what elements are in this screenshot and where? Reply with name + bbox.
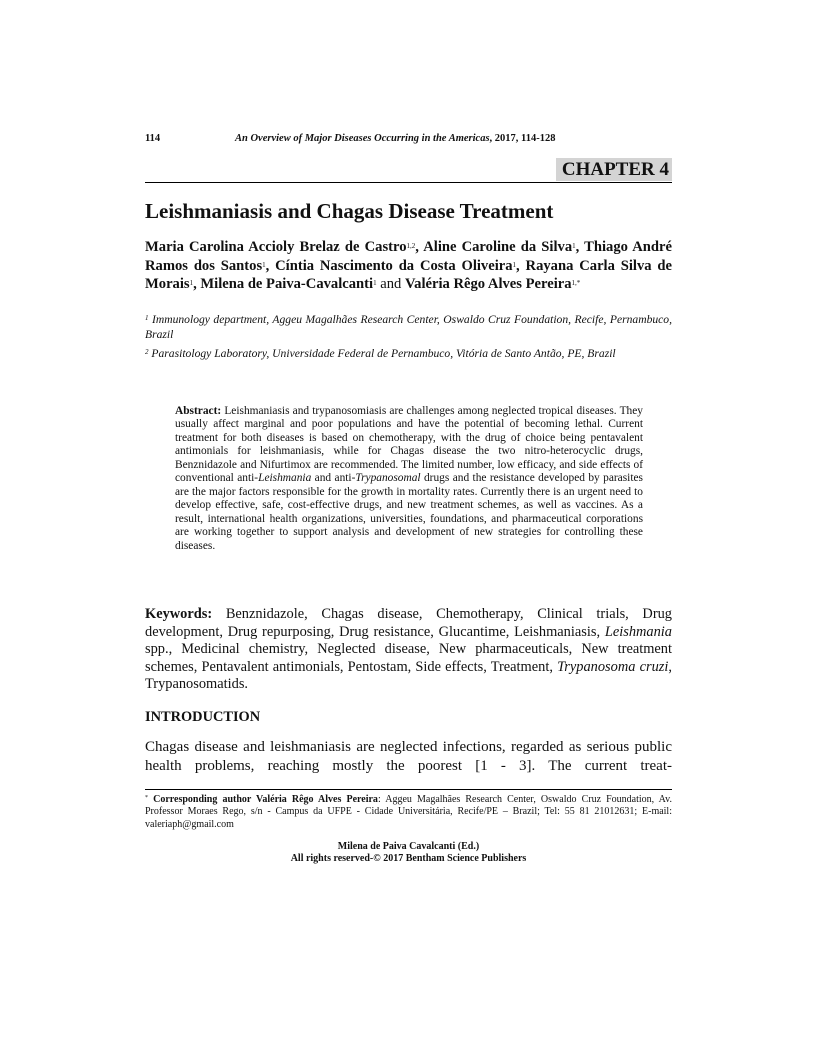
author-affiliation-mark: 1 (373, 279, 377, 287)
author-separator: , (265, 257, 276, 274)
author-separator: , (516, 257, 526, 274)
footnote-mark: * (145, 795, 148, 801)
abstract-label: Abstract: (175, 405, 222, 417)
author-separator: , (193, 276, 201, 292)
journal-title: An Overview of Major Diseases Occurring in the Americas, 2017, 114-128 (235, 133, 556, 144)
author-affiliation-mark: 1 (262, 260, 266, 269)
editor-line: Milena de Paiva Cavalcanti (Ed.) (337, 841, 480, 852)
keywords: Keywords: Benznidazole, Chagas disease, Chemotherapy, Clinical trials, Drug development, Drug repurposing, Drug resistance, Glucantime, Leishmaniasis, Leishmania spp., Medicinal chemistry, Neglected disease, New pharmaceuticals, New treatment schemes, Pentavalent antimonials, Pentostam, Side effects, Treatment, Trypanosoma cruzi, Trypanosomatids. (145, 606, 672, 693)
keywords-label: Keywords: (145, 606, 213, 622)
author-name: Rayana Carla Silva de Morais (145, 257, 673, 292)
corresponding-author-footnote (145, 794, 672, 831)
page-number: 114 (145, 133, 161, 144)
author-separator: , (575, 239, 585, 255)
footnote-rule (145, 789, 672, 790)
rights-line: All rights reserved-© 2017 Bentham Science Publishers (290, 853, 527, 865)
author-name: Cíntia Nascimento da Costa Oliveira (275, 257, 513, 274)
author-name: Maria Carolina Accioly Brelaz de Castro (145, 239, 407, 255)
author-affiliation-mark: 1 (572, 242, 576, 250)
affiliation (145, 313, 672, 342)
chapter-title: Leishmaniasis and Chagas Disease Treatment (145, 199, 554, 223)
author-separator: and (376, 276, 405, 292)
footnote-text: : Aggeu Magalhães Research Center, Oswaldo Cruz Foundation, Av. Professor Moraes Rego, s/n - Campus da UFPE - Cidade Universitária, Recife/PE – Brazil; Tel: 55 81 21012631; E-mail: valeriaph@gmail.com (145, 794, 672, 830)
author-name: Valéria Rêgo Alves Pereira (404, 276, 572, 292)
abstract: Abstract: Leishmaniasis and trypanosomiasis are challenges among neglected tropical diseases. They usually affect marginal and poor populations and have the potential of becoming lethal. Current treatment for both diseases is based on chemotherapy, with the drug of choice being pentavalent antimonials for leishmaniasis, while for Chagas disease the two nitro-heterocyclic drugs, Benznidazole and Nifurtimox are recommended. The limited number, low efficacy, and side effects of conventional anti-Leishmania and anti-Trypanosomal drugs and the resistance developed by parasites are the major factors responsible for the growth in mortality rates. Currently there is an urgent need to develop effective, safe, cost-effective drugs, and new treatment schemes, as well as vaccines. As a result, international health organizations, universities, foundations, and pharmaceutical corporations are working together to support analysis and development of new strategies for controlling these diseases. (175, 405, 643, 552)
author-affiliation-mark: 1 (512, 260, 517, 269)
publisher-block (145, 841, 672, 866)
footnote-label: Corresponding author Valéria Rêgo Alves Pereira (153, 794, 378, 805)
affiliation (145, 347, 672, 362)
author-name: Aline Caroline da Silva (423, 239, 573, 255)
author-name: Milena de Paiva-Cavalcanti (200, 276, 374, 292)
section-heading: INTRODUCTION (145, 709, 261, 725)
author-affiliation-mark: 1,2 (406, 242, 416, 250)
author-affiliation-mark: 1,* (571, 279, 581, 287)
affiliation-text: Parasitology Laboratory, Universidade Federal de Pernambuco, Vitória de Santo Antão, PE, Brazil (151, 347, 616, 360)
chapter-label: CHAPTER 4 (556, 158, 672, 181)
introduction-text: Chagas disease and leishmaniasis are neglected infections, regarded as serious public health problems, reaching mostly the poorest [1 - 3]. The current treat- (145, 739, 672, 774)
affiliation-text: Immunology department, Aggeu Magalhães Research Center, Oswaldo Cruz Foundation, Recife, Pernambuco, Brazil (145, 313, 672, 341)
author-name: Thiago André Ramos dos Santos (145, 239, 672, 274)
chapter-rule (145, 158, 672, 183)
author-separator: , (415, 239, 424, 255)
affiliation-mark: 2 (145, 348, 149, 356)
author-affiliation-mark: 1 (189, 279, 194, 287)
affiliation-mark: 1 (145, 314, 149, 322)
author-list (145, 238, 672, 294)
